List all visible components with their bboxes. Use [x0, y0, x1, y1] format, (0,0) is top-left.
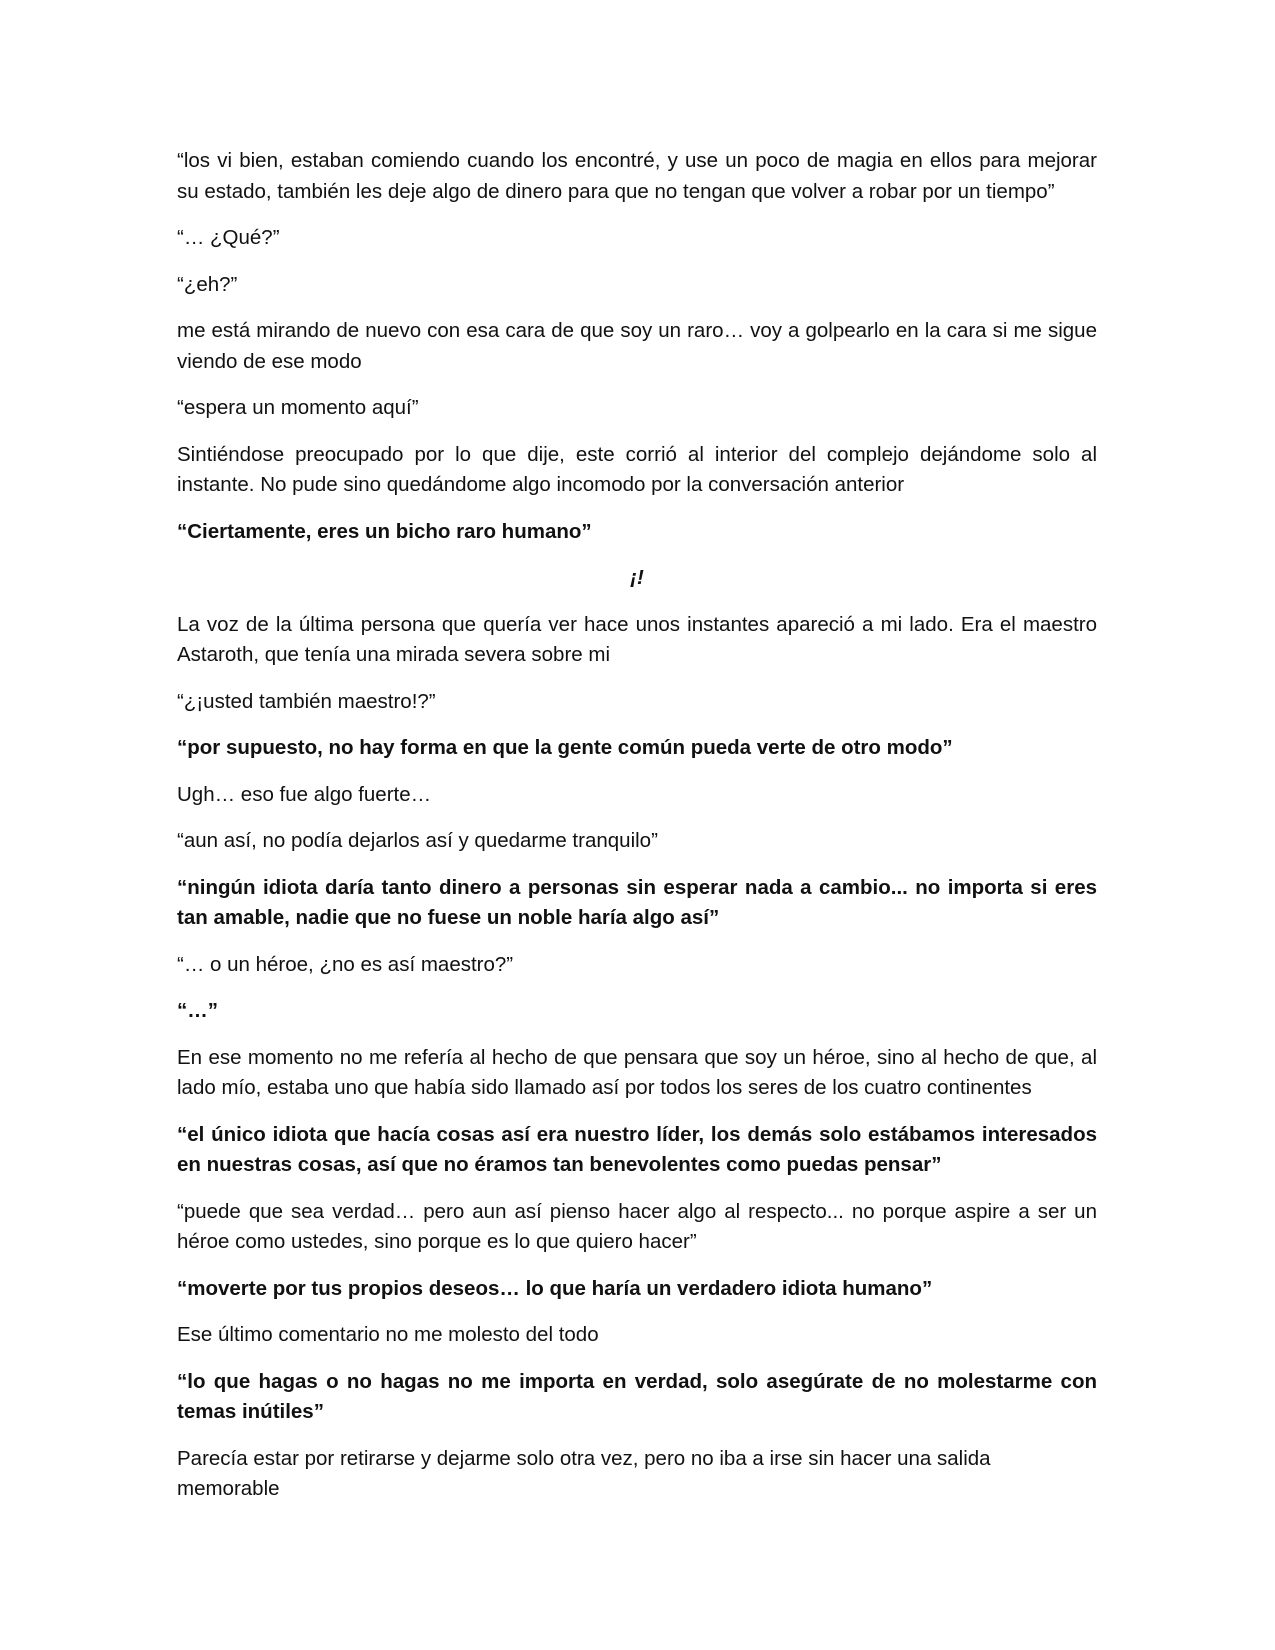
paragraph: “los vi bien, estaban comiendo cuando los encontré, y use un poco de magia en ellos para mejorar su estado, también les deje algo de dinero para que no tengan que volver a robar por un tiempo” — [177, 149, 1097, 203]
paragraph: “… ¿Qué?” — [177, 226, 280, 249]
paragraph: “… o un héroe, ¿no es así maestro?” — [177, 952, 514, 976]
paragraph: En ese momento no me refería al hecho de que pensara que soy un héroe, sino al hecho de que, al lado mío, estaba uno que había sido llamado así por todos los seres de los cuatro continentes — [177, 1045, 1097, 1099]
paragraph-bold: “…” — [177, 999, 218, 1022]
paragraph: me está mirando de nuevo con esa cara de que soy un raro… voy a golpearlo en la cara si me sigue viendo de ese modo — [177, 319, 1097, 373]
paragraph: Sintiéndose preocupado por lo que dije, este corrió al interior del complejo dejándome solo al instante. No pude sino quedándome algo incomodo por la conversación anterior — [177, 442, 1097, 496]
document-body — [177, 146, 1097, 1521]
paragraph-bold: “ningún idiota daría tanto dinero a personas sin esperar nada a cambio... no importa si eres tan amable, nadie que no fuese un noble haría algo así” — [177, 875, 1097, 929]
paragraph-bold: “lo que hagas o no hagas no me importa en verdad, solo asegúrate de no molestarme con temas inútiles” — [177, 1369, 1097, 1423]
paragraph-bold: “por supuesto, no hay forma en que la gente común pueda verte de otro modo” — [177, 736, 953, 759]
paragraph: Parecía estar por retirarse y dejarme solo otra vez, pero no iba a irse sin hacer una salida memorable — [177, 1446, 991, 1500]
paragraph: “¿¡usted también maestro!?” — [177, 689, 436, 713]
paragraph-bold: “el único idiota que hacía cosas así era nuestro líder, los demás solo estábamos interesados en nuestras cosas, así que no éramos tan benevolentes como puedas pensar” — [177, 1122, 1097, 1176]
paragraph: Ugh… eso fue algo fuerte… — [177, 782, 432, 806]
paragraph: La voz de la última persona que quería ver hace unos instantes apareció a mi lado. Era el maestro Astaroth, que tenía una mirada severa sobre mi — [177, 612, 1097, 666]
paragraph: “espera un momento aquí” — [177, 396, 419, 419]
paragraph: Ese último comentario no me molesto del todo — [177, 1323, 599, 1346]
paragraph: “¿eh?” — [177, 272, 238, 296]
paragraph: “aun así, no podía dejarlos así y quedarme tranquilo” — [177, 829, 658, 852]
paragraph-bold: “Ciertamente, eres un bicho raro humano” — [177, 519, 592, 543]
exclamation-separator: ¡! — [630, 566, 644, 589]
paragraph: “puede que sea verdad… pero aun así pienso hacer algo al respecto... no porque aspire a ser un héroe como ustedes, sino porque es lo que quiero hacer” — [177, 1199, 1097, 1253]
paragraph-bold: “moverte por tus propios deseos… lo que haría un verdadero idiota humano” — [177, 1276, 933, 1300]
